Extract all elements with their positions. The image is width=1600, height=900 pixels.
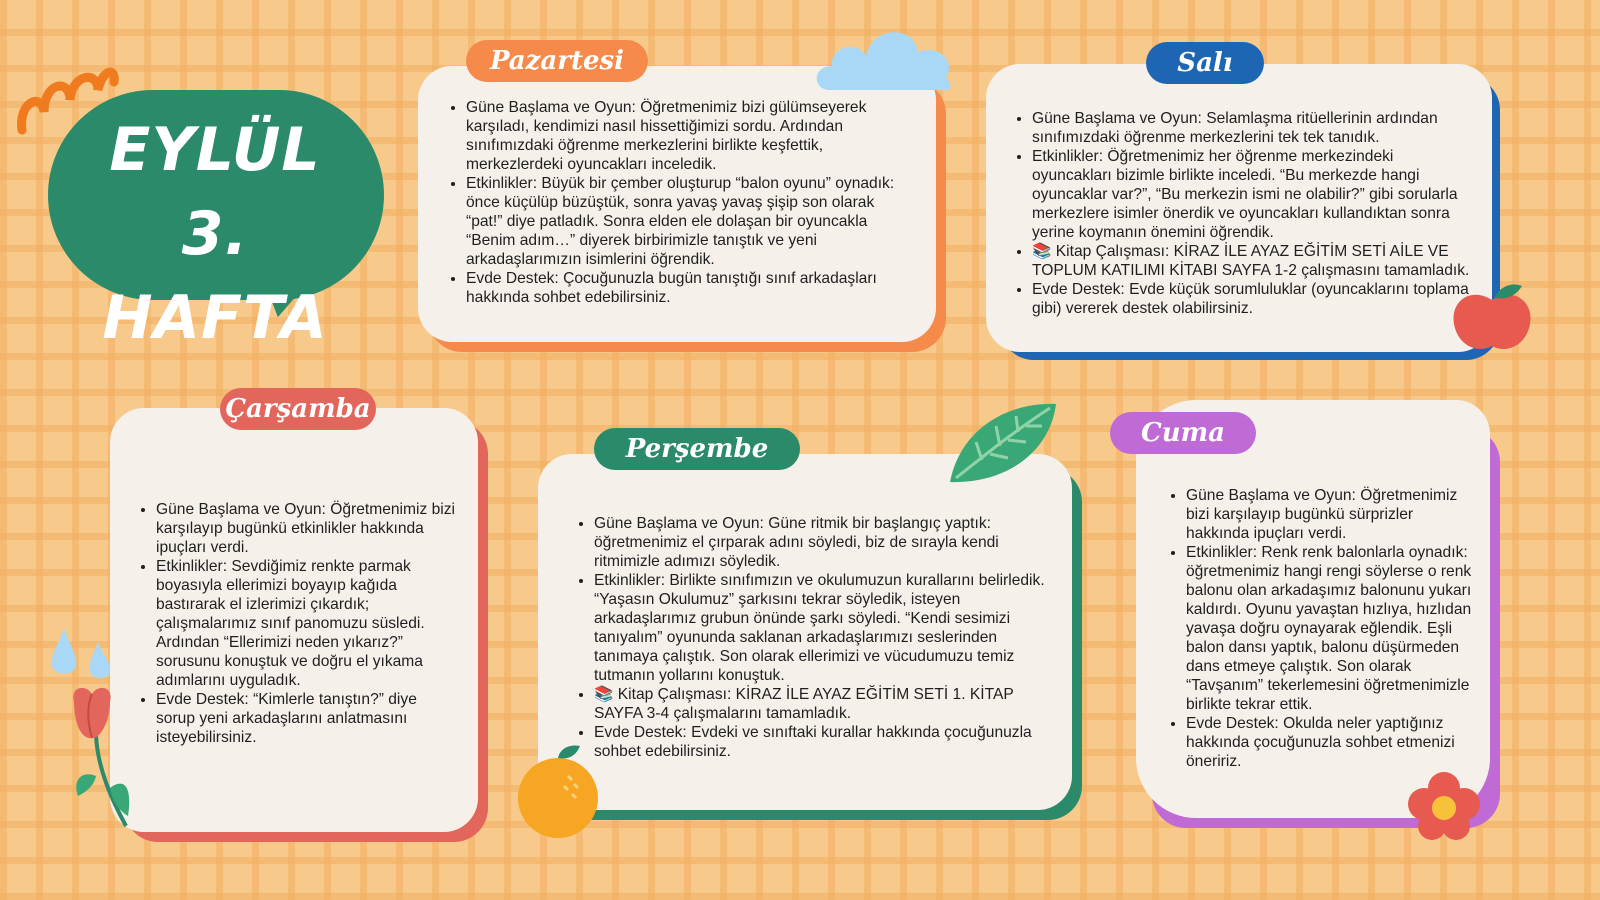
sali-item: • Evde Destek: Evde küçük sorumluluklar (oyuncaklarını toplama gibi) vererek destek olabilirsiniz. xyxy=(1032,280,1474,318)
persembe-item: • 📚 Kitap Çalışması: KİRAZ İLE AYAZ EĞİTİM SETİ 1. KİTAP SAYFA 3-4 çalışmalarını tamamladık. xyxy=(594,685,1056,723)
page-title xyxy=(60,108,370,360)
title-line-1: EYLÜL xyxy=(109,115,321,185)
tulip-icon xyxy=(52,680,132,830)
pazartesi-card xyxy=(418,66,936,342)
sali-card xyxy=(986,64,1492,352)
cuma-card xyxy=(1136,400,1490,818)
sali-item: • 📚 Kitap Çalışması: KİRAZ İLE AYAZ EĞİTİM SETİ AİLE VE TOPLUM KATILIMI KİTABI SAYFA 1-2 çalışmasını tamamladık. xyxy=(1032,242,1474,280)
carsamba-item: • Güne Başlama ve Oyun: Öğretmenimiz bizi karşılayıp bugünkü etkinlikler hakkında ipuçları verdi. xyxy=(156,500,460,557)
carsamba-card xyxy=(110,408,478,832)
persembe-item: • Güne Başlama ve Oyun: Güne ritmik bir başlangıç yaptık: öğretmenimiz el çırparak adını söyledi, biz de sırayla kendi ritmimizle adımızı söyledik. xyxy=(594,514,1056,571)
carsamba-item: • Etkinlikler: Sevdiğimiz renkte parmak boyasıyla ellerimizi boyayıp kağıda bastırarak el izlerimizi çıkardık; çalışmalarımız sınıf panomuzu süsledi. Ardından “Ellerimizi neden yıkarız?” sorusunu konuştuk ve doğru el yıkama adımlarını uyguladık. xyxy=(156,557,460,690)
orange-icon xyxy=(512,742,604,838)
persembe-card xyxy=(538,454,1072,810)
cloud-icon xyxy=(810,22,958,94)
pazartesi-item: • Evde Destek: Çocuğunuzla bugün tanıştığı sınıf arkadaşları hakkında sohbet edebilirsiniz. xyxy=(466,269,914,307)
pazartesi-list xyxy=(446,98,914,307)
sali-item: • Etkinlikler: Öğretmenimiz her öğrenme merkezindeki oyuncakları bizimle birlikte inceledi. “Bu merkezde hangi oyuncaklar var?”, “Bu merkezin ismi ne olabilir?” gibi sorularla merkezlere isimler önerdik ve oyuncakları kullandıktan sonra yerine koymanın önemini öğrendik. xyxy=(1032,147,1474,242)
pazartesi-label: Pazartesi xyxy=(466,40,648,82)
persembe-label: Perşembe xyxy=(594,428,800,470)
carsamba-list xyxy=(136,500,460,747)
pazartesi-item: • Etkinlikler: Büyük bir çember oluşturup “balon oyunu” oynadık: önce küçülüp büzüştük, sonra yavaş yavaş şişip son olarak “pat!” diye patladık. Sonra elden ele dolaşan bir oyuncakla “Benim adım…” diyerek birbirimizle tanıştık ve yeni arkadaşlarımızın isimlerini öğrendik. xyxy=(466,174,914,269)
flower-icon xyxy=(1406,770,1482,842)
apple-icon xyxy=(1450,280,1534,356)
pazartesi-item: • Güne Başlama ve Oyun: Öğretmenimiz bizi gülümseyerek karşıladı, kendimizi nasıl hissettiğimizi sordu. Ardından sınıfımızdaki öğrenme merkezlerini birlikte keşfettik, merkezlerdeki oyuncakları inceledik. xyxy=(466,98,914,174)
sali-item: • Güne Başlama ve Oyun: Selamlaşma ritüellerinin ardından sınıfımızdaki öğrenme merkezlerini tek tek tanıdık. xyxy=(1032,109,1474,147)
carsamba-label: Çarşamba xyxy=(220,388,376,430)
cuma-label: Cuma xyxy=(1110,412,1256,454)
persembe-item: • Evde Destek: Evdeki ve sınıftaki kurallar hakkında çocuğunuzla sohbet edebilirsiniz. xyxy=(594,723,1056,761)
persembe-list xyxy=(574,514,1056,761)
sali-label: Salı xyxy=(1146,42,1264,84)
sali-list xyxy=(1012,109,1474,318)
cuma-item: • Güne Başlama ve Oyun: Öğretmenimiz bizi karşılayıp bugünkü sürprizler hakkında ipuçları verdi. xyxy=(1186,486,1476,543)
persembe-item: • Etkinlikler: Birlikte sınıfımızın ve okulumuzun kurallarını belirledik. “Yaşasın Okulumuz” şarkısını tekrar söyledik, isteyen arkadaşlarımız grubun önünde şarkı söyledi. “Kendi sesimizi tanıyalım” oyununda saklanan arkadaşlarımızı seslerinden tanımaya çalıştık. Son olarak ellerimizi ve vücudumuzu temiz tutmanın yollarını konuştuk. xyxy=(594,571,1056,685)
carsamba-item: • Evde Destek: “Kimlerle tanıştın?” diye sorup yeni arkadaşlarını anlatmasını isteyebilirsiniz. xyxy=(156,690,460,747)
title-line-2: 3. HAFTA xyxy=(102,199,328,353)
leaf-icon xyxy=(946,400,1060,486)
cuma-list xyxy=(1166,486,1476,771)
cuma-item: • Evde Destek: Okulda neler yaptığınız hakkında çocuğunuzla sohbet etmenizi öneririz. xyxy=(1186,714,1476,771)
cuma-item: • Etkinlikler: Renk renk balonlarla oynadık: öğretmenimiz hangi rengi söylerse o renk balonu olan arkadaşımız balonunu yukarı kaldırdı. Oyunu yavaştan hızlıya, hızlıdan yavaşa doğru oynayarak eğlendik. Eşli balon dansı yaptık, balonu düşürmeden dans etmeye çalıştık. Son olarak “Tavşanım” tekerlemesini öğretmenimizle birlikte tekrar ettik. xyxy=(1186,543,1476,714)
